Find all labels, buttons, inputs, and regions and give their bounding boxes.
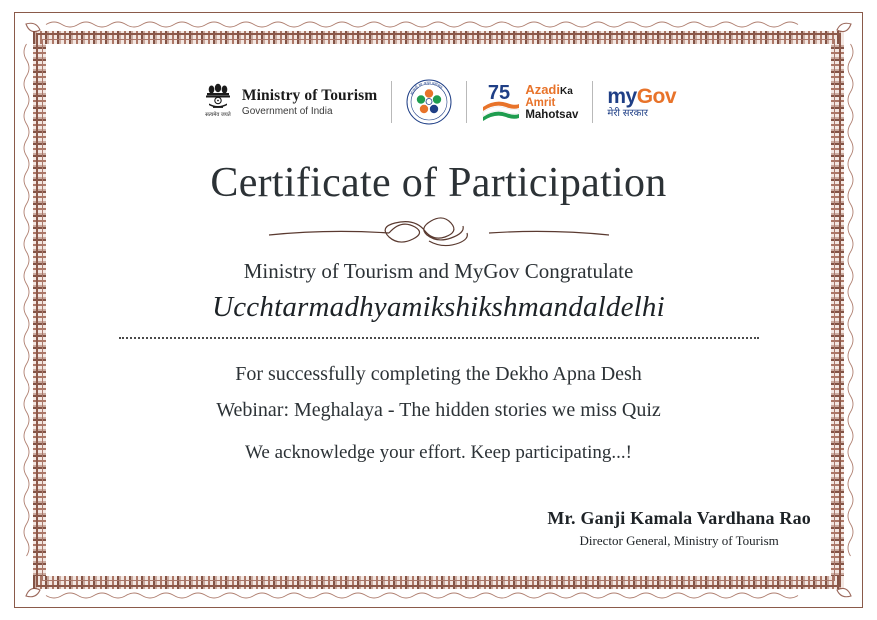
amrit-mahotsav-logo: [481, 81, 578, 123]
ministry-name: Ministry of Tourism: [241, 87, 378, 105]
flourish-ornament-icon: [259, 213, 619, 253]
signatory-role: Director General, Ministry of Tourism: [579, 533, 779, 548]
congratulation-line: Ministry of Tourism and MyGov Congratulate: [243, 259, 634, 283]
azadi-seal-text: आज़ादी का अमृत महोत्सव: [409, 80, 444, 96]
mygov-my: my: [607, 84, 637, 108]
certificate-content: [52, 49, 825, 571]
ministry-of-tourism-logo: [201, 79, 377, 125]
amrit-wordmark: [525, 83, 578, 122]
logo-header-row: [52, 75, 825, 129]
ministry-subtitle: Government of India: [241, 105, 333, 117]
emblem-motto-text: सत्यमेव जयते: [205, 112, 231, 118]
azadi-ka-amrit-mahotsav-seal-icon: [406, 79, 452, 125]
mygov-logo: [607, 86, 676, 119]
amrit-line2: Amrit: [525, 96, 556, 109]
logo-divider-2: [466, 81, 467, 123]
recipient-name: Ucchtarmadhyamikshikshmandaldelhi: [212, 291, 665, 323]
logo-divider-3: [592, 81, 593, 123]
logo-divider-1: [391, 81, 392, 123]
mygov-subtitle: मेरी सरकार: [607, 107, 649, 119]
body-line-2: Webinar: Meghalaya - The hidden stories we miss Quiz: [216, 399, 661, 421]
signatory-name: Mr. Ganji Kamala Vardhana Rao: [547, 508, 811, 528]
amrit-75-badge: 75: [488, 82, 511, 104]
dotted-divider: [119, 337, 759, 339]
amrit-line3: Mahotsav: [525, 109, 579, 121]
ministry-text-block: [242, 87, 377, 116]
amrit-line1-small: Ka: [559, 85, 573, 97]
signature-block: [547, 508, 811, 549]
acknowledgement-line: We acknowledge your effort. Keep participating...!: [245, 442, 632, 463]
amrit-mahotsav-75-icon: [481, 81, 521, 123]
amrit-line1: Azadi: [525, 81, 560, 97]
body-line-1: For successfully completing the Dekho Apna Desh: [235, 363, 642, 385]
mygov-gov: Gov: [636, 84, 677, 108]
certificate-title: Certificate of Participation: [210, 160, 667, 206]
india-state-emblem-icon: [201, 79, 235, 125]
